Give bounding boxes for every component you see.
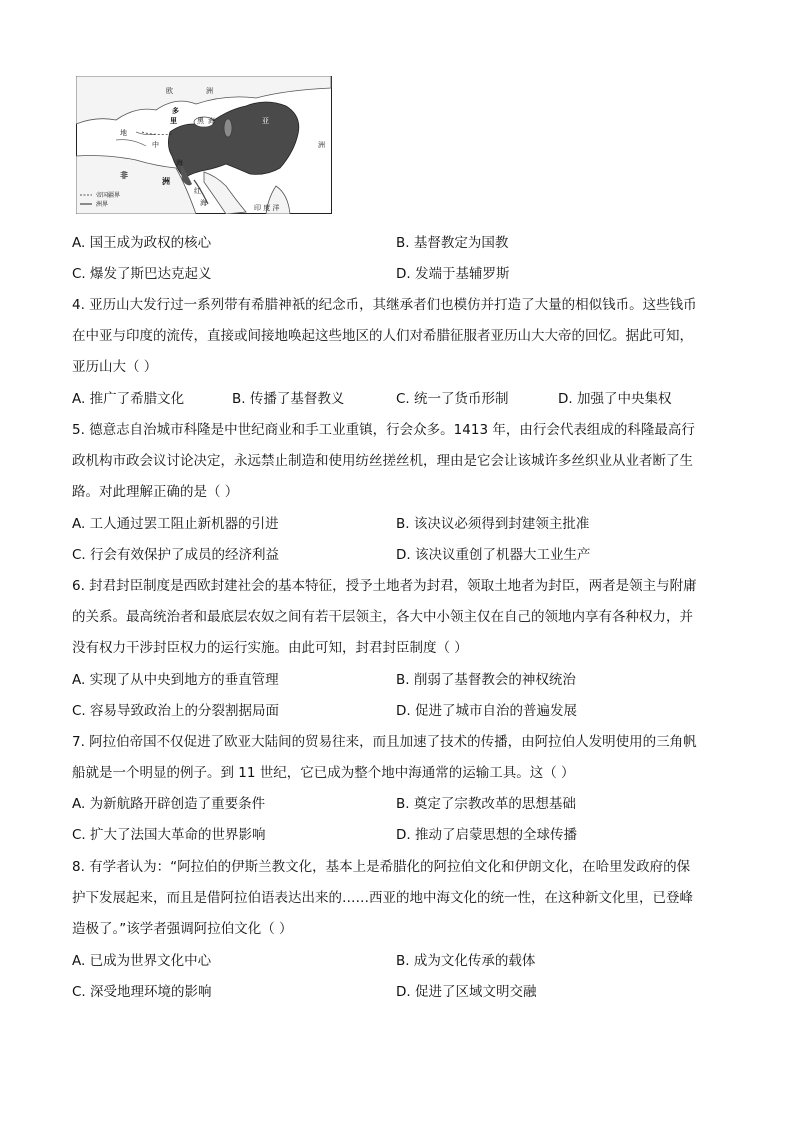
map-label-li: 里: [170, 117, 177, 125]
q5-line-3: 路。对此理解正确的是（ ）: [72, 484, 239, 500]
map-label-europe2: 洲: [206, 87, 213, 95]
q6-line-1: 6. 封君封臣制度是西欧封建社会的基本特征，授予土地者为封君，领取土地者为封臣，两者是领主与附庸: [72, 578, 697, 594]
q6-option-b[interactable]: B. 削弱了基督教会的神权统治: [396, 672, 576, 688]
map-legend-border: 帝国疆界: [96, 192, 121, 199]
q3-options-row2: [72, 263, 732, 285]
map-label-zhou-asia: 洲: [318, 141, 325, 149]
q7-stem: [72, 727, 724, 789]
q5-option-b[interactable]: B. 该决议必须得到封建领主批准: [396, 516, 590, 532]
q4-stem: [72, 290, 724, 383]
q4-option-c[interactable]: C. 统一了货币形制: [396, 391, 509, 407]
q6-options-row2: [72, 700, 732, 722]
map-label-africa2: 洲: [162, 177, 170, 186]
q7-option-d[interactable]: D. 推动了启蒙思想的全球传播: [396, 827, 577, 843]
q8-line-3: 造极了。”该学者强调阿拉伯文化（ ）: [72, 921, 293, 937]
q6-line-2: 的关系。最高统治者和最底层农奴之间有若干层领主，各大中小领主仅在自己的领地内享有各种权力，并: [72, 609, 693, 625]
map-label-hei: 黑: [197, 117, 204, 125]
q4-option-d[interactable]: D. 加强了中央集权: [558, 391, 672, 407]
q8-line-2: 护下发展起来，而且是借阿拉伯语表达出来的……西亚的地中海文化的统一性，在这种新文化里，已登峰: [72, 890, 693, 906]
q6-option-c[interactable]: C. 容易导致政治上的分裂割据局面: [72, 703, 280, 719]
q4-options: [72, 388, 732, 410]
map-label-di: 地: [120, 129, 127, 137]
q5-options-row1: [72, 513, 732, 535]
q8-options-row2: [72, 981, 732, 1003]
q6-options-row1: [72, 669, 732, 691]
empire-map: [76, 76, 332, 214]
q3-option-b[interactable]: B. 基督教定为国教: [396, 235, 509, 251]
q6-line-3: 没有权力干涉封臣权力的运行实施。由此可知，封君封臣制度（ ）: [72, 640, 468, 656]
map-label-hai-red: 海: [200, 199, 207, 207]
q7-line-1: 7. 阿拉伯帝国不仅促进了欧亚大陆间的贸易往来，而且加速了技术的传播，由阿拉伯人发明使用的三角帆: [72, 734, 697, 750]
map-legend-continent: 洲界: [96, 201, 109, 208]
q3-options-row1: [72, 232, 732, 254]
q8-stem: [72, 852, 724, 945]
map-label-hai-med: 海: [176, 159, 183, 167]
q4-line-3: 亚历山大（ ）: [72, 359, 158, 375]
map-label-duo: 多: [172, 107, 179, 115]
q4-line-1: 4. 亚历山大发行过一系列带有希腊神祇的纪念币，其继承者们也模仿并打造了大量的相似钱币。这些钱币: [72, 297, 697, 313]
q5-stem: [72, 415, 724, 508]
q7-option-b[interactable]: B. 奠定了宗教改革的思想基础: [396, 796, 576, 812]
q8-option-d[interactable]: D. 促进了区域文明交融: [396, 984, 537, 1000]
q8-option-b[interactable]: B. 成为文化传承的载体: [396, 953, 536, 969]
q5-option-c[interactable]: C. 行会有效保护了成员的经济利益: [72, 547, 280, 563]
q5-options-row2: [72, 544, 732, 566]
q5-line-1: 5. 德意志自治城市科隆是中世纪商业和手工业重镇，行会众多。1413 年，由行会代表组成的科隆最高行: [72, 422, 695, 438]
q7-option-c[interactable]: C. 扩大了法国大革命的世界影响: [72, 827, 266, 843]
q5-option-d[interactable]: D. 该决议重创了机器大工业生产: [396, 547, 591, 563]
q8-option-c[interactable]: C. 深受地理环境的影响: [72, 984, 212, 1000]
q7-options-row2: [72, 824, 732, 846]
q3-option-d[interactable]: D. 发端于基辅罗斯: [396, 266, 510, 282]
map-label-india: 印 度 洋: [254, 204, 280, 212]
q6-stem: [72, 571, 724, 664]
q7-option-a[interactable]: A. 为新航路开辟创造了重要条件: [72, 796, 266, 812]
q5-line-2: 政机构市政会议讨论决定，永远禁止制造和使用纺丝搓丝机，理由是它会让该城许多丝织业从业者断了生: [72, 453, 693, 469]
q4-option-a[interactable]: A. 推广了希腊文化: [72, 391, 185, 407]
q6-option-d[interactable]: D. 促进了城市自治的普遍发展: [396, 703, 577, 719]
q6-option-a[interactable]: A. 实现了从中央到地方的垂直管理: [72, 672, 279, 688]
q8-options-row1: [72, 950, 732, 972]
q4-line-2: 在中亚与印度的流传，直接或间接地唤起这些地区的人们对希腊征服者亚历山大大帝的回忆。据此可知，: [72, 328, 693, 344]
q8-line-1: 8. 有学者认为：“阿拉伯的伊斯兰教文化，基本上是希腊化的阿拉伯文化和伊朗文化，在哈里发政府的保: [72, 859, 691, 875]
q5-option-a[interactable]: A. 工人通过罢工阻止新机器的引进: [72, 516, 279, 532]
map-label-africa1: 非: [120, 171, 128, 180]
q3-option-c[interactable]: C. 爆发了斯巴达克起义: [72, 266, 212, 282]
q4-option-b[interactable]: B. 传播了基督教义: [232, 391, 345, 407]
map-label-europe: 欧: [166, 87, 173, 95]
map-label-zhong: 中: [152, 141, 159, 149]
map-label-hai-black: 海: [208, 117, 215, 125]
q3-option-a[interactable]: A. 国王成为政权的核心: [72, 235, 212, 251]
q8-option-a[interactable]: A. 已成为世界文化中心: [72, 953, 212, 969]
map-label-hong: 红: [194, 187, 201, 195]
q7-line-2: 船就是一个明显的例子。到 11 世纪，它已成为整个地中海通常的运输工具。这（ ）: [72, 765, 575, 781]
map-label-ya: 亚: [262, 117, 269, 125]
q7-options-row1: [72, 793, 732, 815]
